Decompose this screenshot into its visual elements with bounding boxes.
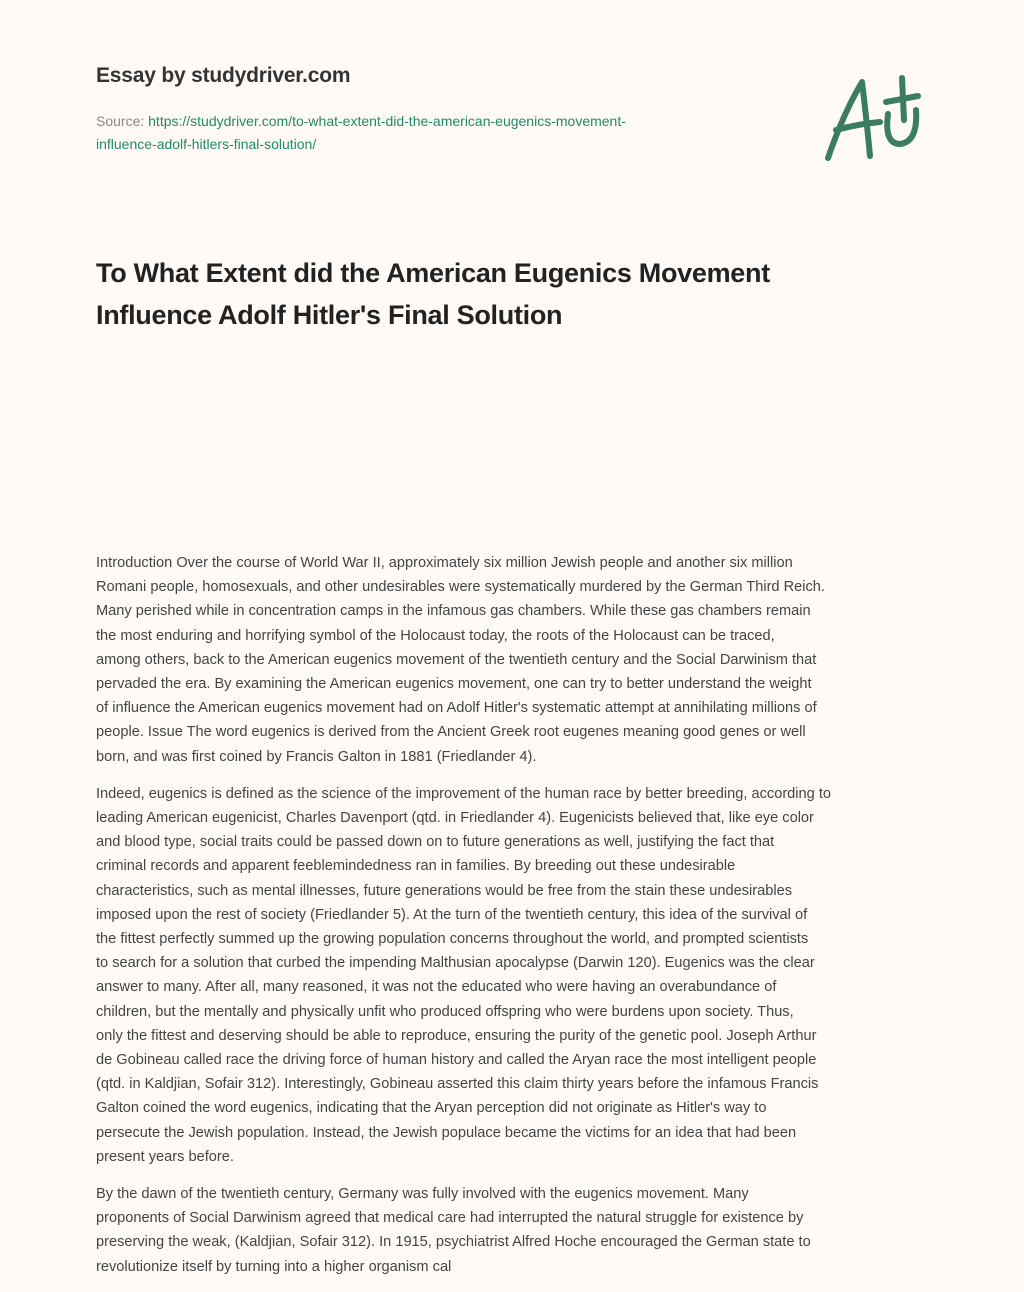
paragraph-line: people. Issue The word eugenics is derived from the Ancient Greek root eugenes meaning good genes or well bbox=[96, 724, 806, 741]
title-line: Influence Adolf Hitler's Final Solution bbox=[96, 300, 563, 330]
source-link[interactable]: https://studydriver.com/to-what-extent-did-the-american-eugenics-movement- bbox=[148, 113, 626, 129]
essay-paragraph bbox=[96, 1182, 936, 1279]
paragraph-line: Indeed, eugenics is defined as the science of the improvement of the human race by better breeding, according to bbox=[96, 785, 832, 802]
paragraph-line: answer to many. After all, many reasoned, it was not the educated who were having an overabundance of bbox=[96, 979, 777, 996]
paragraph-line: criminal records and apparent feeblemindedness ran in families. By breeding out these undesirable bbox=[96, 858, 736, 875]
paragraph-line: present years before. bbox=[96, 1148, 234, 1165]
paragraph-line: preserving the weak, (Kaldjian, Sofair 312). In 1915, psychiatrist Alfred Hoche encouraged the German state to bbox=[96, 1234, 811, 1251]
paragraph-line: persecute the Jewish population. Instead, the Jewish populace became the victims for an idea that had been bbox=[96, 1124, 797, 1141]
paragraph-line: leading American eugenicist, Charles Davenport (qtd. in Friedlander 4). Eugenicists believed that, like eye color bbox=[96, 810, 814, 827]
paragraph-line: Romani people, homosexuals, and other undesirables were systematically murdered by the German Third Reich. bbox=[96, 579, 825, 596]
paragraph-line: children, but the mentally and physically unfit who produced offspring who were burdens upon society. Thus, bbox=[96, 1003, 794, 1020]
paragraph-line: to search for a solution that curbed the impending Malthusian apocalypse (Darwin 120). Eugenics was the clear bbox=[96, 955, 815, 972]
paragraph-line: of influence the American eugenics movement had on Adolf Hitler's systematic attempt at annihilating millions of bbox=[96, 700, 817, 717]
paragraph-line: Introduction Over the course of World War II, approximately six million Jewish people and another six million bbox=[96, 555, 793, 571]
paragraph-line: imposed upon the rest of society (Friedlander 5). At the turn of the twentieth century, this idea of the survival of bbox=[96, 906, 808, 923]
paragraph-line: the fittest perfectly summed up the growing population concerns throughout the world, and prompted scientists bbox=[96, 931, 809, 948]
paragraph-line: de Gobineau called race the driving force of human history and called the Aryan race the most intelligent people bbox=[96, 1052, 817, 1069]
site-brand: Essay by studydriver.com bbox=[96, 64, 351, 87]
paragraph-line: Galton coined the word eugenics, indicating that the Aryan perception did not originate as Hitler's way to bbox=[96, 1100, 767, 1117]
essay-body bbox=[96, 551, 936, 1292]
a-plus-logo-icon bbox=[818, 74, 928, 166]
paragraph-line: Many perished while in concentration camps in the infamous gas chambers. While these gas chambers remain bbox=[96, 603, 811, 620]
source-link-continued[interactable]: influence-adolf-hitlers-final-solution/ bbox=[96, 136, 317, 152]
paragraph-line: proponents of Social Darwinism agreed that medical care had interrupted the natural struggle for existence by bbox=[96, 1210, 804, 1227]
paragraph-line: and blood type, social traits could be passed down on to future generations as well, justifying the fact that bbox=[96, 834, 775, 851]
essay-paragraph bbox=[96, 782, 936, 1169]
source-citation bbox=[96, 110, 626, 156]
paragraph-line: (qtd. in Kaldjian, Sofair 312). Interestingly, Gobineau asserted this claim thirty years before the infamous Francis bbox=[96, 1076, 819, 1093]
paragraph-line: pervaded the era. By examining the American eugenics movement, one can try to better understand the weight bbox=[96, 676, 812, 693]
paragraph-line: the most enduring and horrifying symbol of the Holocaust today, the roots of the Holocaust can be traced, bbox=[96, 627, 775, 644]
paragraph-line: among others, back to the American eugenics movement of the twentieth century and the Social Darwinism that bbox=[96, 651, 817, 668]
paragraph-line: born, and was first coined by Francis Galton in 1881 (Friedlander 4). bbox=[96, 748, 537, 765]
essay-title bbox=[96, 252, 936, 336]
source-label: Source: bbox=[96, 113, 149, 129]
paragraph-line: characteristics, such as mental illnesses, future generations would be free from the stain these undesirables bbox=[96, 882, 792, 899]
paragraph-line: revolutionize itself by turning into a higher organism cal bbox=[96, 1258, 452, 1275]
title-line: To What Extent did the American Eugenics Movement bbox=[96, 258, 770, 288]
paragraph-line: By the dawn of the twentieth century, Germany was fully involved with the eugenics movement. Many bbox=[96, 1186, 749, 1203]
paragraph-line: only the fittest and deserving should be able to reproduce, ensuring the purity of the genetic pool. Joseph Arthur bbox=[96, 1027, 817, 1044]
essay-paragraph bbox=[96, 551, 936, 769]
